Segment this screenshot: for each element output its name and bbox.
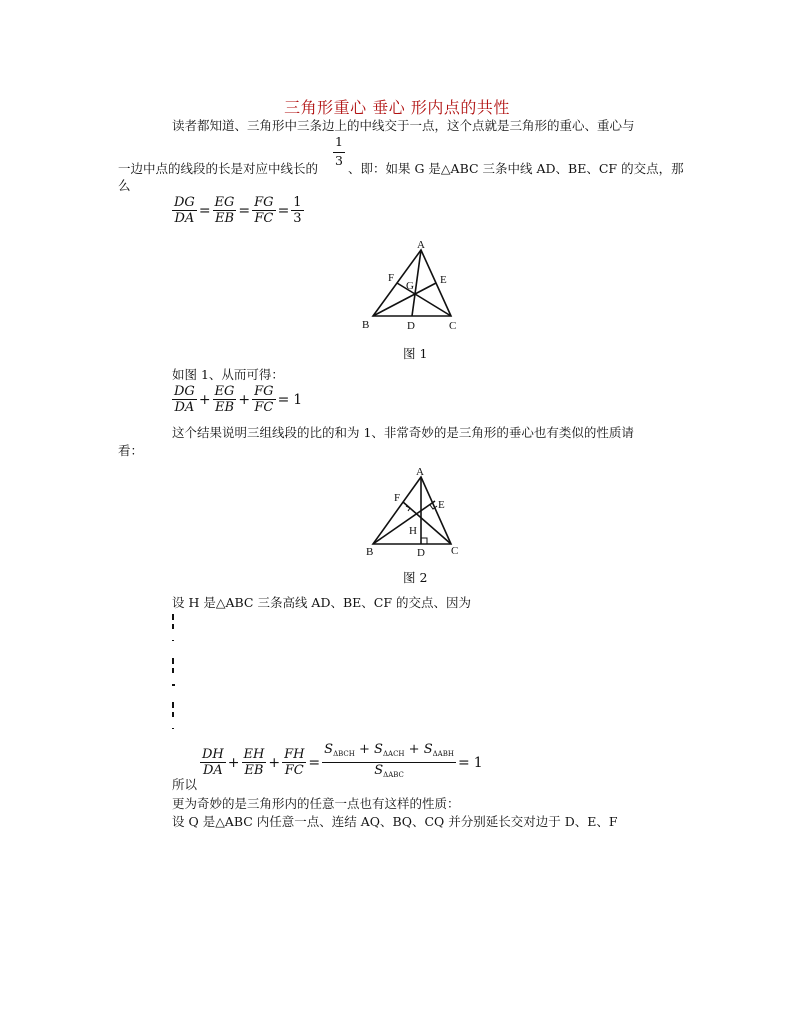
- one-third-den: 3: [333, 152, 345, 169]
- frac-eh-eb: $\frac{EH}{EB}$: [243, 747, 265, 778]
- centroid-sum-equation: [172, 384, 304, 415]
- area-ratio-fraction: $\frac{S_{\Delta BCH} + S_{\Delta ACH} + S_{\Delta ABH}}{S_{\Delta ABC}}$: [324, 742, 454, 779]
- para2: 如图 1、从而可得：: [172, 367, 284, 382]
- label-A: A: [417, 239, 425, 251]
- label-E: E: [438, 499, 445, 511]
- plus-sign: +: [268, 754, 281, 771]
- figure1-centroid-triangle: [360, 238, 470, 334]
- label-E: E: [440, 274, 447, 286]
- equals-sign: =: [277, 391, 290, 408]
- para3-line1: 这个结果说明三组线段的比的和为 1、非常奇妙的是三角形的垂心也有类似的性质请: [172, 425, 634, 440]
- para1-line2-after: 、即：如果 G 是△ABC 三条中线 AD、BE、CF 的交点，那: [348, 161, 684, 176]
- frac-one-third: $\frac{1}{3}$: [293, 195, 302, 226]
- label-C: C: [449, 320, 457, 332]
- result-one: 1: [293, 391, 303, 408]
- frac-fh-fc: $\frac{FH}{FC}$: [284, 747, 305, 778]
- para3-line2: 看：: [118, 443, 144, 458]
- frac-dh-da: $\frac{DH}{DA}$: [202, 747, 224, 778]
- para1-line1: 读者都知道、三角形中三条边上的中线交于一点，这个点就是三角形的重心、重心与: [172, 118, 635, 133]
- placeholder-mark: [172, 684, 175, 686]
- label-F: F: [394, 492, 401, 504]
- label-D: D: [407, 320, 415, 332]
- figure2-orthocenter-triangle: [360, 462, 470, 562]
- label-H: H: [409, 525, 417, 537]
- one-third-fraction: [333, 134, 345, 169]
- figure2-caption: 图 2: [403, 570, 428, 585]
- orthocenter-sum-equation: [200, 742, 485, 783]
- para4: 设 H 是△ABC 三条高线 AD、BE、CF 的交点、因为: [172, 595, 471, 610]
- plus-sign: +: [227, 754, 240, 771]
- frac-fg-fc: $\frac{FG}{FC}$: [254, 384, 274, 415]
- equals-sign: =: [198, 202, 211, 219]
- label-A: A: [416, 466, 424, 478]
- placeholder-mark: [172, 728, 174, 729]
- placeholder-mark: [172, 614, 174, 620]
- label-D: D: [417, 547, 425, 559]
- placeholder-mark: [172, 668, 174, 673]
- frac-eg-eb: $\frac{EG}{EB}$: [214, 195, 235, 226]
- centroid-ratio-equation: [172, 195, 304, 226]
- placeholder-mark: [172, 658, 174, 664]
- equals-sign: =: [457, 754, 470, 771]
- para1-line2-before: 一边中点的线段的长是对应中线长的: [118, 161, 319, 176]
- one-third-num: 1: [335, 134, 343, 149]
- para5-line1: 更为奇妙的是三角形内的任意一点也有这样的性质：: [172, 796, 460, 811]
- placeholder-mark: [172, 702, 174, 708]
- frac-eg-eb: $\frac{EG}{EB}$: [214, 384, 235, 415]
- equals-sign: =: [238, 202, 251, 219]
- equals-sign: =: [308, 754, 321, 771]
- frac-dg-da: $\frac{DG}{DA}$: [174, 384, 195, 415]
- plus-sign: +: [198, 391, 211, 408]
- placeholder-mark: [172, 640, 174, 641]
- label-C: C: [451, 545, 459, 557]
- label-B: B: [362, 319, 370, 331]
- therefore-label: 所以: [172, 777, 198, 792]
- page-title: 三角形重心 垂心 形内点的共性: [284, 98, 510, 117]
- result-one: 1: [473, 754, 483, 771]
- para5-line2: 设 Q 是△ABC 内任意一点、连结 AQ、BQ、CQ 并分别延长交对边于 D、E、F: [172, 814, 618, 829]
- equals-sign: =: [277, 202, 290, 219]
- placeholder-mark: [172, 712, 174, 717]
- placeholder-mark: [172, 624, 174, 629]
- label-B: B: [366, 546, 374, 558]
- frac-dg-da: $\frac{DG}{DA}$: [174, 195, 195, 226]
- label-F: F: [388, 272, 395, 284]
- frac-fg-fc: $\frac{FG}{FC}$: [254, 195, 274, 226]
- para1-line3: 么: [118, 178, 131, 193]
- figure1-caption: 图 1: [403, 346, 428, 361]
- plus-sign: +: [238, 391, 251, 408]
- label-G: G: [406, 280, 414, 292]
